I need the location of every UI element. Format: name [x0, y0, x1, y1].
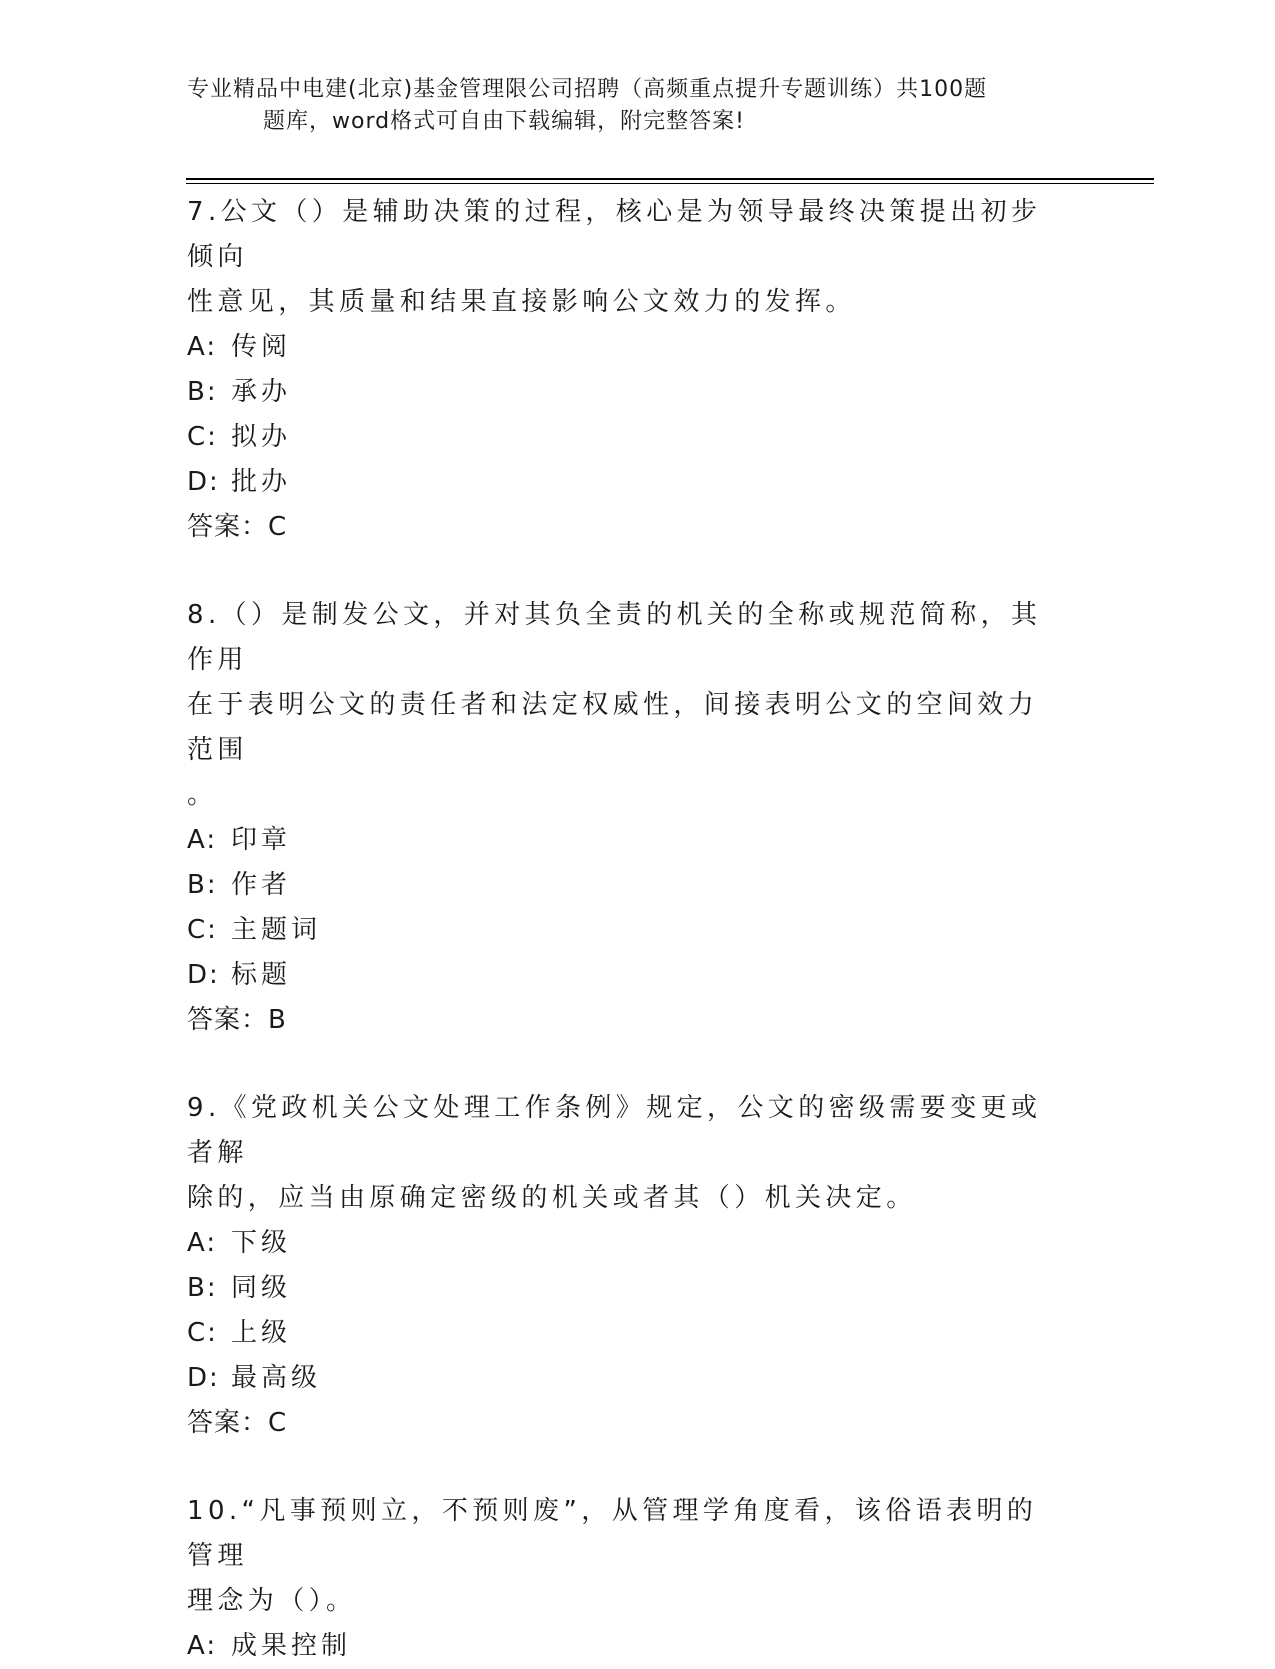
question-9-option-c	[187, 1311, 1067, 1356]
option-letter: A:	[187, 825, 218, 855]
question-9-option-b	[187, 1266, 1067, 1311]
option-letter: A:	[187, 1631, 218, 1661]
header-title-line-1: 专业精品中电建(北京)基金管理限公司招聘（高频重点提升专题训练）共100题	[187, 77, 988, 102]
header-divider-thin	[186, 183, 1154, 184]
question-8-option-c	[187, 908, 1067, 953]
question-9-line-2: 除的，应当由原确定密级的机关或者其（）机关决定。	[187, 1183, 917, 1213]
question-8-option-d	[187, 953, 1067, 998]
question-spacer	[187, 1043, 1067, 1086]
question-list	[187, 190, 1067, 1669]
option-letter: B:	[187, 1273, 218, 1303]
option-text: 上级	[231, 1318, 292, 1348]
question-7-option-a	[187, 325, 1067, 370]
question-8-line-3: 。	[187, 780, 218, 810]
option-text: 成果控制	[231, 1631, 352, 1661]
question-7-option-d	[187, 460, 1067, 505]
question-7-option-b	[187, 370, 1067, 415]
question-8-line-1: 8.（）是制发公文，并对其负全责的机关的全称或规范简称，其作用	[187, 600, 1042, 675]
header-divider-thick	[186, 178, 1154, 180]
question-8-line-2: 在于表明公文的责任者和法定权威性，间接表明公文的空间效力范围	[187, 690, 1039, 765]
question-spacer	[187, 550, 1067, 593]
question-10-option-a	[187, 1624, 1067, 1669]
option-letter: B:	[187, 870, 218, 900]
question-9	[187, 1086, 1067, 1446]
option-text: 主题词	[231, 915, 322, 945]
option-text: 作者	[231, 870, 292, 900]
question-8-answer: 答案：B	[187, 1005, 287, 1035]
option-letter: A:	[187, 1228, 218, 1258]
question-7	[187, 190, 1067, 550]
option-letter: D:	[187, 467, 220, 497]
option-letter: D:	[187, 1363, 220, 1393]
question-9-option-a	[187, 1221, 1067, 1266]
question-10-line-2: 理念为（）。	[187, 1586, 357, 1616]
option-text: 传阅	[231, 332, 292, 362]
question-7-answer: 答案：C	[187, 512, 288, 542]
question-spacer	[187, 1446, 1067, 1489]
option-text: 印章	[231, 825, 292, 855]
question-7-option-c	[187, 415, 1067, 460]
header-title-line-2: 题库，word格式可自由下载编辑，附完整答案!	[263, 109, 745, 134]
option-letter: B:	[187, 377, 218, 407]
question-9-option-d	[187, 1356, 1067, 1401]
option-text: 承办	[231, 377, 292, 407]
question-10	[187, 1489, 1067, 1669]
option-letter: C:	[187, 422, 218, 452]
option-letter: D:	[187, 960, 220, 990]
option-text: 批办	[231, 467, 292, 497]
option-text: 最高级	[231, 1363, 322, 1393]
question-9-answer: 答案：C	[187, 1408, 288, 1438]
option-text: 标题	[231, 960, 292, 990]
option-text: 下级	[231, 1228, 292, 1258]
option-letter: C:	[187, 915, 218, 945]
document-header	[187, 74, 1067, 138]
option-text: 同级	[231, 1273, 292, 1303]
question-7-line-1: 7.公文（）是辅助决策的过程，核心是为领导最终决策提出初步倾向	[187, 197, 1042, 272]
option-letter: C:	[187, 1318, 218, 1348]
option-letter: A:	[187, 332, 218, 362]
question-7-line-2: 性意见，其质量和结果直接影响公文效力的发挥。	[187, 287, 856, 317]
question-8-option-b	[187, 863, 1067, 908]
question-9-line-1: 9.《党政机关公文处理工作条例》规定，公文的密级需要变更或者解	[187, 1093, 1042, 1168]
option-text: 拟办	[231, 422, 292, 452]
question-8	[187, 593, 1067, 1043]
question-10-line-1: 10.“凡事预则立，不预则废”，从管理学角度看，该俗语表明的管理	[187, 1496, 1038, 1571]
question-8-option-a	[187, 818, 1067, 863]
